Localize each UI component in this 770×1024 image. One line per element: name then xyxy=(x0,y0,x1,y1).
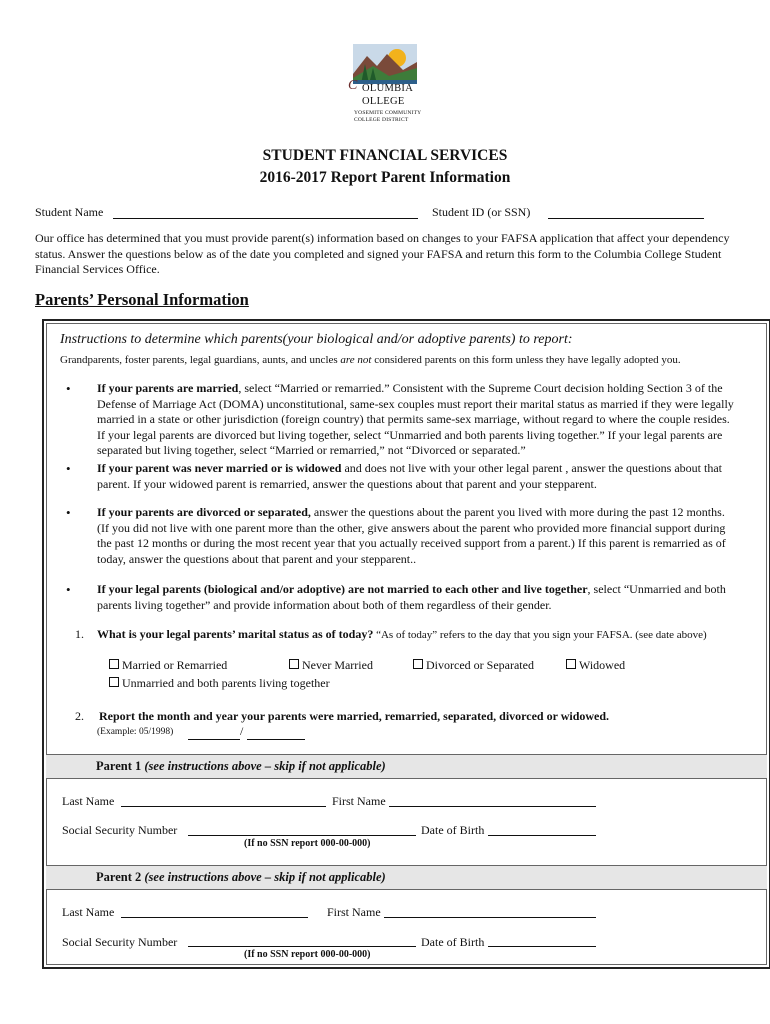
parent-1-dob-field[interactable] xyxy=(488,835,596,836)
parent-1-first-name-label: First Name xyxy=(332,794,386,808)
parent-1-header: Parent 1 (see instructions above – skip if not applicable) xyxy=(46,754,767,779)
page-subtitle: 2016-2017 Report Parent Information xyxy=(259,169,511,186)
parent-1-last-name-label: Last Name xyxy=(62,794,115,808)
parent-2-last-name-field[interactable] xyxy=(121,917,308,918)
bullet-item-unmarried-together: If your legal parents (biological and/or adoptive) are not married to each other and live together, select “Unmarried and both parents living together” and provide information about both of them regardless of their gender. xyxy=(97,582,726,612)
option-never-married[interactable]: Never Married xyxy=(289,658,373,673)
checkbox-icon xyxy=(566,659,576,669)
instructions-heading: Instructions to determine which parents(your biological and/or adoptive parents) to report: xyxy=(60,332,573,347)
parent-1-last-name-field[interactable] xyxy=(121,806,326,807)
college-logo xyxy=(348,44,423,126)
question-2: Report the month and year your parents were married, remarried, separated, divorced or widowed. xyxy=(99,709,610,723)
parent-2-ssn-field[interactable] xyxy=(188,946,416,947)
option-divorced[interactable]: Divorced or Separated xyxy=(413,658,534,673)
parent-2-header: Parent 2 (see instructions above – skip if not applicable) xyxy=(46,865,767,890)
month-field[interactable] xyxy=(188,739,240,740)
student-name-field[interactable] xyxy=(113,218,418,219)
intro-paragraph: Our office has determined that you must provide parent(s) information based on changes to your FAFSA application that affect your dependency status. Answer the questions below as of the date you completed and signed your FAFSA and return this form to the Columbia College Student Financial Services Office. xyxy=(35,231,730,276)
logo-line-1: OLUMBIA xyxy=(362,83,414,94)
question-1: What is your legal parents’ marital status as of today? “As of today” refers to the day that you sign your FAFSA. (see date above) xyxy=(97,627,707,641)
bullet-item-married: If your parents are married, select “Married or remarried.” Consistent with the Supreme Court decision holding Section 3 of the Defense of Marriage Act (DOMA) unconstitutional, same-sex couples must report their marital status as married if they were legally married in a state or other jurisdiction (foreign country) that permits same-sex marriage, without regard to where the couple resides. If your legal parents are divorced but living together, select “Unmarried and both parents living together.” If your legal parents are separated but living together, select “Married or remarried,” not “Divorced or separated.” xyxy=(97,381,734,457)
logo-line-3: YOSEMITE COMMUNITY xyxy=(354,110,422,116)
instructions-note: Grandparents, foster parents, legal guardians, aunts, and uncles are not considered parents on this form unless they have legally adopted you. xyxy=(60,354,681,366)
student-id-label: Student ID (or SSN) xyxy=(432,205,531,219)
year-field[interactable] xyxy=(247,739,305,740)
parent-2-last-name-label: Last Name xyxy=(62,905,115,919)
parent-1-ssn-field[interactable] xyxy=(188,835,416,836)
logo-line-4: COLLEGE DISTRICT xyxy=(354,117,409,123)
parent-2-dob-field[interactable] xyxy=(488,946,596,947)
student-id-field[interactable] xyxy=(548,218,704,219)
checkbox-icon xyxy=(109,659,119,669)
question-1-number: 1. xyxy=(75,627,84,641)
parent-1-ssn-label: Social Security Number xyxy=(62,823,178,837)
logo-line-2: OLLEGE xyxy=(362,96,405,107)
checkbox-icon xyxy=(109,677,119,687)
bullet-item-never-married: If your parent was never married or is widowed and does not live with your other legal parent , answer the questions about that parent. If your widowed parent is remarried, answer the questions about that parent and your stepparent. xyxy=(97,461,723,491)
bullet-icon: • xyxy=(66,505,71,520)
student-name-label: Student Name xyxy=(35,205,104,219)
parent-2-dob-label: Date of Birth xyxy=(421,935,485,949)
parent-1-ssn-note: (If no SSN report 000-00-000) xyxy=(244,838,371,849)
parent-2-first-name-label: First Name xyxy=(327,905,381,919)
section-heading: Parents’ Personal Information xyxy=(35,290,249,309)
date-slash: / xyxy=(240,724,244,738)
page-title: STUDENT FINANCIAL SERVICES xyxy=(262,147,508,164)
bullet-item-divorced: If your parents are divorced or separated, answer the questions about the parent you lived with more during the past 12 months. (If you did not live with one parent more than the other, give answers about the parent who provided more financial support during the past 12 months or during the most recent year that you actually received support from a parent.) If this parent is remarried as of today, answer the questions about that parent and your stepparent.. xyxy=(97,505,726,566)
question-2-example: (Example: 05/1998) xyxy=(97,727,174,737)
logo-landscape-icon xyxy=(353,44,417,84)
parent-2-first-name-field[interactable] xyxy=(384,917,596,918)
option-married[interactable]: Married or Remarried xyxy=(109,658,227,673)
bullet-icon: • xyxy=(66,582,71,597)
bullet-icon: • xyxy=(66,381,71,396)
parent-2-ssn-label: Social Security Number xyxy=(62,935,178,949)
parent-1-first-name-field[interactable] xyxy=(389,806,596,807)
option-unmarried-together[interactable]: Unmarried and both parents living together xyxy=(109,676,330,691)
question-2-number: 2. xyxy=(75,709,84,723)
checkbox-icon xyxy=(413,659,423,669)
parent-1-dob-label: Date of Birth xyxy=(421,823,485,837)
checkbox-icon xyxy=(289,659,299,669)
option-widowed[interactable]: Widowed xyxy=(566,658,625,673)
bullet-icon: • xyxy=(66,461,71,476)
parent-2-ssn-note: (If no SSN report 000-00-000) xyxy=(244,949,371,960)
logo-initial: C xyxy=(348,78,358,93)
